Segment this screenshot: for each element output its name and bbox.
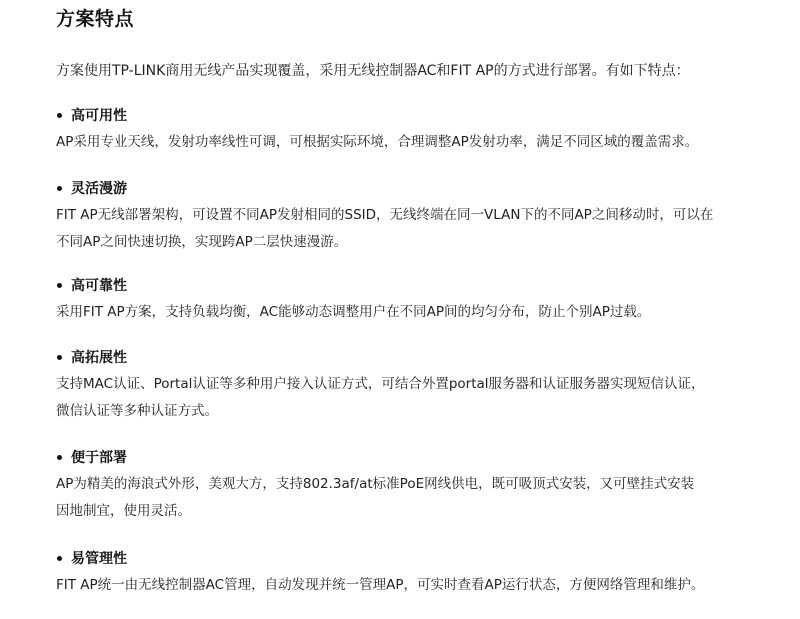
feature-description-line: AP采用专业天线，发射功率线性可调，可根据实际环境，合理调整AP发射功率，满足不同区域的覆盖需求。 bbox=[56, 134, 699, 150]
bullet-icon bbox=[57, 283, 62, 288]
feature-description bbox=[56, 371, 776, 425]
feature-description-line: FIT AP统一由无线控制器AC管理，自动发现并统一管理AP，可实时查看AP运行状态，方便网络管理和维护。 bbox=[56, 577, 705, 593]
feature-description bbox=[56, 129, 776, 156]
feature-title: 便于部署 bbox=[71, 450, 127, 466]
feature-description bbox=[56, 572, 776, 599]
bullet-icon bbox=[57, 355, 62, 360]
intro-paragraph: 方案使用TP-LINK商用无线产品实现覆盖，采用无线控制器AC和FIT AP的方式进行部署。有如下特点： bbox=[56, 63, 690, 79]
feature-description-line: AP为精美的海浪式外形，美观大方，支持802.3af/at标准PoE网线供电，既可吸顶式安装，又可壁挂式安装 bbox=[56, 476, 695, 492]
bullet-icon bbox=[57, 186, 62, 191]
feature-description bbox=[56, 471, 776, 525]
feature-description-line: 不同AP之间快速切换，实现跨AP二层快速漫游。 bbox=[56, 234, 348, 250]
bullet-icon bbox=[57, 556, 62, 561]
feature-title: 灵活漫游 bbox=[71, 181, 127, 197]
bullet-icon bbox=[57, 455, 62, 460]
feature-description-line: 支持MAC认证、Portal认证等多种用户接入认证方式，可结合外置portal服务器和认证服务器实现短信认证， bbox=[56, 376, 705, 392]
feature-description-line: 采用FIT AP方案，支持负载均衡，AC能够动态调整用户在不同AP间的均匀分布，防止个别AP过载。 bbox=[56, 304, 651, 320]
feature-description-line: 微信认证等多种认证方式。 bbox=[56, 403, 218, 419]
feature-description-line: FIT AP无线部署架构，可设置不同AP发射相同的SSID，无线终端在同一VLAN下的不同AP之间移动时，可以在 bbox=[56, 207, 714, 223]
feature-easy-management bbox=[56, 548, 776, 599]
feature-title: 高拓展性 bbox=[71, 350, 127, 366]
feature-flexible-roaming bbox=[56, 178, 776, 256]
feature-title: 高可靠性 bbox=[71, 278, 127, 294]
feature-high-availability bbox=[56, 105, 776, 156]
feature-description-line: 因地制宜，使用灵活。 bbox=[56, 503, 191, 519]
feature-high-reliability bbox=[56, 275, 776, 326]
feature-title: 高可用性 bbox=[71, 108, 127, 124]
feature-description bbox=[56, 202, 776, 256]
feature-high-scalability bbox=[56, 347, 776, 425]
feature-title: 易管理性 bbox=[71, 551, 127, 567]
feature-description bbox=[56, 299, 776, 326]
section-title: 方案特点 bbox=[56, 8, 135, 30]
feature-easy-deployment bbox=[56, 447, 776, 525]
bullet-icon bbox=[57, 113, 62, 118]
